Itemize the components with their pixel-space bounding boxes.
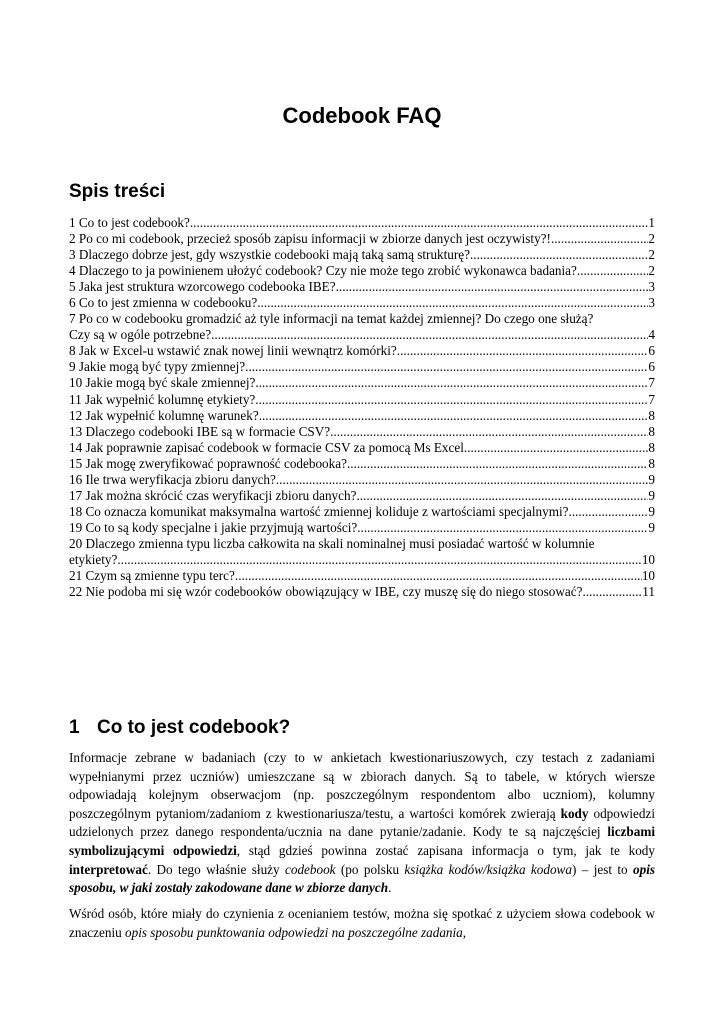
toc-page-number: 7 <box>648 375 655 391</box>
toc-leader-dots <box>582 584 642 600</box>
toc-entry-text: 11 Jak wypełnić kolumnę etykiety? <box>69 391 256 407</box>
toc-entry-text: 20 Dlaczego zmienna typu liczba całkowita na skali nominalnej musi posiadać wartość w kolumnie <box>69 535 595 551</box>
toc-entry[interactable] <box>69 536 655 552</box>
toc-entry[interactable] <box>69 311 655 327</box>
toc-entry[interactable] <box>69 584 655 600</box>
toc-entry[interactable] <box>69 504 655 520</box>
toc-leader-dots <box>211 327 648 343</box>
toc-entry-text: etykiety? <box>69 551 118 567</box>
toc-page-number: 11 <box>642 584 655 600</box>
bold-term: kody <box>560 805 589 821</box>
toc-page-number: 2 <box>648 231 655 247</box>
toc-entry-text: 16 Ile trwa weryfikacja zbioru danych? <box>69 471 276 487</box>
table-of-contents <box>69 215 655 600</box>
bold-term: interpretować <box>69 861 148 877</box>
toc-entry[interactable] <box>69 456 655 472</box>
toc-leader-dots <box>577 263 649 279</box>
toc-page-number: 8 <box>648 407 655 423</box>
toc-entry-text: 10 Jakie mogą być skale zmiennej? <box>69 375 256 391</box>
toc-page-number: 6 <box>648 359 655 375</box>
toc-page-number: 1 <box>648 215 655 230</box>
toc-leader-dots <box>245 359 648 375</box>
toc-entry[interactable] <box>69 359 655 375</box>
paragraph-text: . Do tego właśnie służy <box>147 861 285 877</box>
toc-entry[interactable] <box>69 295 655 311</box>
toc-leader-dots <box>259 408 649 424</box>
toc-leader-dots <box>276 472 649 488</box>
body-paragraph <box>69 749 655 898</box>
toc-page-number: 2 <box>648 263 655 279</box>
toc-entry[interactable] <box>69 215 655 231</box>
toc-entry-text: 8 Jak w Excel-u wstawić znak nowej linii wewnątrz komórki? <box>69 343 397 359</box>
toc-entry-text: 14 Jak poprawnie zapisać codebook w formacie CSV za pomocą Ms Excel <box>69 439 464 455</box>
toc-entry-text: 1 Co to jest codebook? <box>69 215 190 230</box>
section-heading <box>69 717 290 739</box>
toc-page-number: 8 <box>648 423 655 439</box>
italic-term: książka kodów/książka kodowa <box>404 861 572 877</box>
toc-leader-dots <box>330 424 648 440</box>
toc-entry-continuation[interactable] <box>69 552 655 568</box>
toc-page-number: 3 <box>648 279 655 295</box>
toc-leader-dots <box>255 392 648 408</box>
toc-page-number: 8 <box>648 439 655 455</box>
body-paragraph <box>69 905 655 942</box>
toc-entry[interactable] <box>69 375 655 391</box>
section-number: 1 <box>69 717 80 738</box>
toc-leader-dots <box>551 231 648 247</box>
toc-entry[interactable] <box>69 408 655 424</box>
toc-entry-text: 15 Jak mogę zweryfikować poprawność codebooka? <box>69 455 347 471</box>
toc-entry[interactable] <box>69 472 655 488</box>
toc-entry[interactable] <box>69 440 655 456</box>
toc-page-number: 9 <box>648 471 655 487</box>
toc-entry-text: 19 Co to są kody specjalne i jakie przyjmują wartości? <box>69 519 358 535</box>
toc-leader-dots <box>190 215 649 231</box>
toc-page-number: 2 <box>648 247 655 263</box>
paragraph-text: Wśród osób, które miały do czynienia z ocenianiem testów, można się spotkać z użyciem słowa codebook w znaczeniu <box>69 906 655 940</box>
toc-entry-text: 6 Co to jest zmienna w codebooku? <box>69 295 258 311</box>
toc-entry[interactable] <box>69 392 655 408</box>
toc-entry-text: 22 Nie podoba mi się wzór codebooków obowiązujący w IBE, czy muszę się do niego stosować? <box>69 584 583 600</box>
toc-entry-text: 18 Co oznacza komunikat maksymalna wartość zmiennej koliduje z wartościami specjalnymi? <box>69 503 569 519</box>
italic-term: codebook <box>285 861 336 877</box>
toc-entry-text: Czy są w ogóle potrzebne? <box>69 327 212 343</box>
toc-entry-text: 3 Dlaczego dobrze jest, gdy wszystkie codebooki mają taką samą strukturę? <box>69 247 470 263</box>
toc-page-number: 10 <box>641 568 655 584</box>
toc-heading: Spis treści <box>69 181 166 202</box>
toc-entry-text: 7 Po co w codebooku gromadzić aż tyle informacji na temat każdej zmiennej? Do czego one służą? <box>69 311 594 327</box>
toc-entry[interactable] <box>69 520 655 536</box>
toc-page-number: 7 <box>648 391 655 407</box>
toc-entry[interactable] <box>69 424 655 440</box>
toc-entry-text: 21 Czym są zmienne typu terc? <box>69 568 235 584</box>
paragraph-text: ) – jest to <box>571 861 634 877</box>
toc-entry-text: 12 Jak wypełnić kolumnę warunek? <box>69 407 259 423</box>
paragraph-text: , <box>462 924 467 940</box>
toc-leader-dots <box>356 488 648 504</box>
toc-leader-dots <box>235 568 642 584</box>
toc-entry-text: 5 Jaka jest struktura wzorcowego codebooka IBE? <box>69 279 336 295</box>
toc-leader-dots <box>117 552 641 568</box>
toc-entry[interactable] <box>69 247 655 263</box>
paragraph-text: odpowiedzi udzielonych przez danego respondenta/ucznia na dane pytanie/zadanie. Kody te są najczęściej <box>69 805 656 840</box>
toc-leader-dots <box>569 504 649 520</box>
section-title: Co to jest codebook? <box>97 717 291 738</box>
toc-entry-text: 17 Jak można skrócić czas weryfikacji zbioru danych? <box>69 487 357 503</box>
toc-page-number: 9 <box>648 519 655 535</box>
toc-leader-dots <box>257 295 648 311</box>
toc-leader-dots <box>397 343 649 359</box>
toc-entry-text: 9 Jakie mogą być typy zmiennej? <box>69 359 246 375</box>
toc-entry[interactable] <box>69 488 655 504</box>
paragraph-text: (po polsku <box>335 861 405 877</box>
toc-entry[interactable] <box>69 343 655 359</box>
toc-leader-dots <box>255 375 648 391</box>
toc-entry-text: 2 Po co mi codebook, przecież sposób zapisu informacji w zbiorze danych jest oczywisty?! <box>69 231 551 247</box>
toc-page-number: 10 <box>641 551 655 567</box>
toc-entry[interactable] <box>69 263 655 279</box>
document-title: Codebook FAQ <box>282 103 442 128</box>
toc-leader-dots <box>347 456 648 472</box>
italic-term: opis sposobu punktowania odpowiedzi na poszczególne zadania <box>125 924 463 940</box>
toc-page-number: 4 <box>648 327 655 343</box>
toc-page-number: 9 <box>648 503 655 519</box>
toc-entry-text: 4 Dlaczego to ja powinienem ułożyć codebook? Czy nie może tego zrobić wykonawca badania? <box>69 263 577 279</box>
toc-leader-dots <box>357 520 648 536</box>
toc-entry[interactable] <box>69 231 655 247</box>
toc-page-number: 6 <box>648 343 655 359</box>
paragraph-text: . <box>388 880 392 896</box>
toc-page-number: 9 <box>648 487 655 503</box>
toc-entry-continuation[interactable] <box>69 327 655 343</box>
toc-entry-text: 13 Dlaczego codebooki IBE są w formacie CSV? <box>69 423 331 439</box>
toc-leader-dots <box>470 247 648 263</box>
bold-term: liczbami symbolizującymi odpowiedzi <box>69 824 655 858</box>
toc-entry[interactable] <box>69 279 655 295</box>
toc-page-number: 3 <box>648 295 655 311</box>
toc-leader-dots <box>336 279 649 295</box>
toc-page-number: 8 <box>648 455 655 471</box>
toc-leader-dots <box>464 440 649 456</box>
toc-entry[interactable] <box>69 568 655 584</box>
paragraph-text: , stąd gdzieś powinna zostać zapisana informacja o tym, jak te kody <box>236 842 655 858</box>
bold-italic-term: opis sposobu, w jaki zostały zakodowane dane w zbiorze danych <box>69 861 656 896</box>
paragraph-text: Informacje zebrane w badaniach (czy to w ankietach kwestionariuszowych, czy testach z zadaniami wypełnianymi przez uczniów) umieszczane są w zbiorach danych. Są to tabele, w których wiersze odpowiadają kolejnym obserwacjom (np. poszczególnym respondentom albo uczniom), kolumny poszczególnym pytaniom/zadaniom z kwestionariusza/testu, a wartości komórek zwierają <box>69 750 655 821</box>
